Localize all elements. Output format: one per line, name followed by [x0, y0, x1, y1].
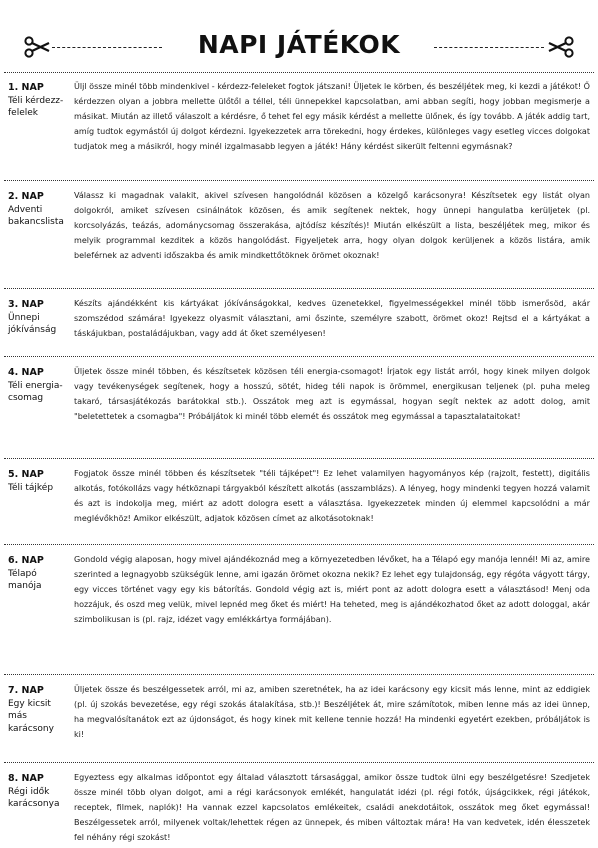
day-name: Téli kérdezz-felelek [8, 95, 64, 118]
dotted-separator [4, 72, 594, 73]
day-label [8, 555, 70, 593]
day-item [0, 288, 598, 356]
scissors-icon [548, 34, 574, 60]
day-description: Üljl össze minél több mindenkivel - kérdezz-feleleket fogtok játszani! Üljetek le körben, és beszéljétek meg, ki kezdi a játékot! Ő kérdezzen olyan a jobbra mellette ülőtől a téllel, téli ünnepekkel kapcsolatban, ami abban segíti, hogy jobban megismerje a másikat. Miután az illető válaszolt a kérdésre, ő tehet fel egy másik kérdést a mellette ülőnek, és így tovább. A játék addig tart, amíg tudtok egymástól új dolgot kérdezni. Igyekezzetek arra törekedni, hogy érdekes, különleges vagy esetleg vicces dolgokat tudjatok meg a másikról, hogy minél izgalmasabb legyen a játék! Hány kérdést sikerült feltenni egymásnak? [74, 82, 590, 151]
day-item [0, 762, 598, 848]
page-header [0, 26, 598, 70]
day-label [8, 82, 70, 120]
day-description: Készíts ajándékként kis kártyákat jókívánságokkal, kedves üzenetekkel, figyelmességekkel minél több ismerősöd, akár szomszédod számára! Igyekezz olyasmit választani, ami őszinte, személyre szabott, örömet okoz! Rejtsd el a kártyákat a táskájukban, postaládájukban, vagy add át őket személyesen! [74, 299, 590, 338]
day-number: 5. NAP [8, 469, 44, 480]
day-number: 8. NAP [8, 773, 44, 784]
scissors-icon [24, 34, 50, 60]
day-name: Régi idők karácsonya [8, 786, 60, 809]
day-description: Üljetek össze és beszélgessetek arról, mi az, amiben szeretnétek, ha az idei karácsony egy kicsit más lenne, mint az eddigiek (pl. új szokás bevezetése, egy régi szokás átalakítása, stb.)! Beszéljétek át, mire számítotok, miben lenne más az idei ünnep, ha megvalósítanátok ezt az újdonságot, és hogy kinek mit kellene tennie hozzá! Ha mindenki egyetért ezekben, próbáljátok is ki! [74, 685, 590, 739]
cut-line-left [52, 47, 162, 48]
day-item [0, 544, 598, 674]
day-description: Fogjatok össze minél többen és készítsetek "téli tájképet"! Ez lehet valamilyen hagyományos kép (rajzolt, festett), digitális alkotás, fotókollázs vagy hétköznapi tárgyakból készített alkotás (asszamblázs). A lényeg, hogy mindenki tegyen hozzá valamit és azt is indokolja meg, miért az adott dologra esett a választása. Igyekezzetek minden új elemmel kapcsolódni a már meglévőkhöz! Amikor elkészült, adjatok közösen címet az alkotásotoknak! [74, 469, 590, 523]
day-name: Télapó manója [8, 568, 42, 591]
day-number: 2. NAP [8, 191, 44, 202]
day-name: Adventi bakancslista [8, 204, 64, 227]
dotted-separator [4, 544, 594, 545]
day-number: 6. NAP [8, 555, 44, 566]
day-item [0, 674, 598, 760]
day-item [0, 180, 598, 290]
dotted-separator [4, 458, 594, 459]
day-item [0, 458, 598, 544]
day-description: Gondold végig alaposan, hogy mivel ajándékoznád meg a környezetedben lévőket, ha a Télapó egy manója lennél! Mi az, amire szerinted a legnagyobb szükségük lenne, ami igazán örömet okozna nekik? Ez lehet egy tulajdonság, egy régóta vágyott tárgy, egy vicces történet vagy egy kis bátorítás. Gondold végig azt is, miért pont az adott dologra esett a választásod! Menj oda hozzájuk, és oszd meg velük, mivel lepnéd meg őket és miért! Ha teheted, meg is ajándékozhatod őket az adott dologgal, akár szimbolikusan is (pl. rajz, idézet vagy emlékkártya formájában). [74, 555, 590, 624]
day-label [8, 299, 70, 337]
day-label [8, 469, 70, 494]
day-number: 7. NAP [8, 685, 44, 696]
day-name: Téli energia-csomag [8, 380, 63, 403]
page-title: NAPI JÁTÉKOK [197, 30, 401, 59]
day-number: 3. NAP [8, 299, 44, 310]
day-item [0, 72, 598, 178]
dotted-separator [4, 674, 594, 675]
cut-line-right [434, 47, 544, 48]
day-label [8, 367, 70, 405]
day-label [8, 191, 70, 229]
day-description: Üljetek össze minél többen, és készítsetek közösen téli energia-csomagot! Írjatok egy listát arról, hogy kinek milyen dolgok vagy tevékenységek segítenek, hogy a hosszú, sötét, hideg téli napok is örömmel, energikusan teljenek (pl. puha meleg takaró, társasjátékozás barátokkal stb.). Osszátok meg azt is egymással, hogyan segít nektek az adott dolog, amit "beletettetek a csomagba"! Próbáljátok ki minél több elemét és osszátok meg egymással a tapasztalataitokat! [74, 367, 590, 421]
dotted-separator [4, 762, 594, 763]
day-number: 1. NAP [8, 82, 44, 93]
dotted-separator [4, 180, 594, 181]
day-number: 4. NAP [8, 367, 44, 378]
dotted-separator [4, 288, 594, 289]
day-name: Egy kicsit más karácsony [8, 698, 54, 734]
day-description: Egyeztess egy alkalmas időpontot egy általad választott társasággal, amikor össze tudtok ülni egy beszélgetésre! Szedjetek össze minél több olyan dolgot, ami a régi karácsonyok emlékét, hangulatát idézi (pl. régi fotók, újságcikkek, régi játékok, receptek, filmek, naplók)! Ha vannak ezzel kapcsolatos emlékeitek, családi anekdotáitok, osszátok meg őket egymással! Beszélgessetek arról, milyenek voltak/lehettek régen az ünnepek, és miben változtak mára! Ha van kedvetek, idén élesszetek fel néhány régi szokást! [74, 773, 590, 842]
day-item [0, 356, 598, 458]
day-label [8, 773, 70, 811]
day-label [8, 685, 70, 735]
day-description: Válassz ki magadnak valakit, akivel szívesen hangolódnál közösen a közelgő karácsonyra! Készítsetek egy listát olyan dolgokról, amiket szívesen csinálnátok közösen, és amik segítenek nektek, hogy ünnepi hangulatba kerüljetek (pl. korcsolyázás, teázás, adománycsomag összerakása, ajtódísz készítés)! Miután elkészült a lista, beszéljétek meg, mikor és melyik programmal kezditek a közös hangolódást. Figyeljetek arra, hogy olyan dolgok kerüljenek a közös listára, amik beleférnek az adventi időszakba és amik mindkettőtöknek örömet okoznak! [74, 191, 590, 260]
day-name: Téli tájkép [8, 482, 54, 493]
dotted-separator [4, 356, 594, 357]
day-name: Ünnepi jókívánság [8, 312, 57, 335]
